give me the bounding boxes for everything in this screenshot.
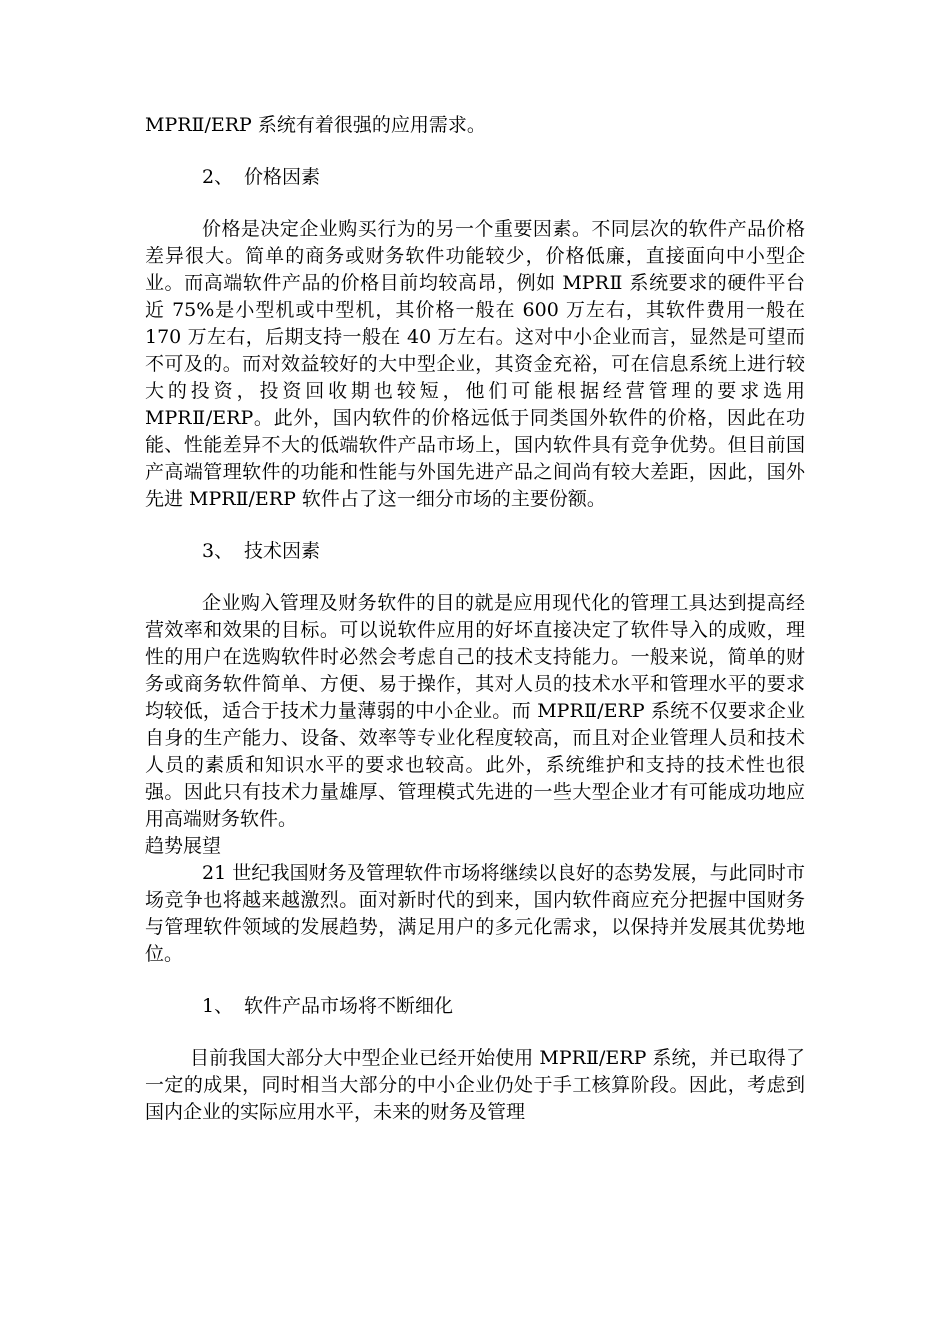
heading-title: 软件产品市场将不断细化	[244, 995, 454, 1017]
heading-price-factor	[145, 164, 805, 191]
heading-number: 1、	[202, 995, 234, 1017]
paragraph-trend: 21 世纪我国财务及管理软件市场将继续以良好的态势发展，与此同时市场竞争也将越来越激烈。面对新时代的到来，国内软件商应充分把握中国财务与管理软件领域的发展趋势，满足用户的多元化需求，以保持并发展其优势地位。	[145, 862, 805, 965]
paragraph-market: 目前我国大部分大中型企业已经开始使用 MPRⅡ/ERP 系统，并已取得了一定的成果，同时相当大部分的中小企业仍处于手工核算阶段。因此，考虑到国内企业的实际应用水平，未来的财务及管理	[145, 1047, 805, 1123]
heading-title: 价格因素	[244, 166, 321, 188]
heading-market-segmentation	[145, 993, 805, 1020]
heading-title: 技术因素	[244, 540, 321, 562]
paragraph-price: 价格是决定企业购买行为的另一个重要因素。不同层次的软件产品价格差异很大。简单的商务或财务软件功能较少，价格低廉，直接面向中小型企业。而高端软件产品的价格目前均较高昂，例如 MPRⅡ 系统要求的硬件平台近 75%是小型机或中型机，其价格一般在 600 万左右，其软件费用一般在 170 万左右，后期支持一般在 40 万左右。这对中小企业而言，显然是可望而不可及的。而对效益较好的大中型企业，其资金充裕，可在信息系统上进行较大的投资，投资回收期也较短，他们可能根据经营管理的要求选用 MPRⅡ/ERP。此外，国内软件的价格远低于同类国外软件的价格，因此在功能、性能差异不大的低端软件产品市场上，国内软件具有竞争优势。但目前国产高端管理软件的功能和性能与外国先进产品之间尚有较大差距，因此，国外先进 MPRⅡ/ERP 软件占了这一细分市场的主要份额。	[145, 218, 805, 510]
heading-number: 2、	[202, 166, 234, 188]
section-title: 趋势展望	[145, 835, 222, 857]
document-page	[145, 112, 805, 1126]
heading-number: 3、	[202, 540, 234, 562]
paragraph-intro: MPRⅡ/ERP 系统有着很强的应用需求。	[145, 114, 486, 136]
heading-tech-factor	[145, 538, 805, 565]
paragraph-tech: 企业购入管理及财务软件的目的就是应用现代化的管理工具达到提高经营效率和效果的目标。可以说软件应用的好坏直接决定了软件导入的成败，理性的用户在选购软件时必然会考虑自己的技术支持能力。一般来说，简单的财务或商务软件简单、方便、易于操作，其对人员的技术水平和管理水平的要求均较低，适合于技术力量薄弱的中小企业。而 MPRⅡ/ERP 系统不仅要求企业自身的生产能力、设备、效率等专业化程度较高，而且对企业管理人员和技术人员的素质和知识水平的要求也较高。此外，系统维护和支持的技术性也很强。因此只有技术力量雄厚、管理模式先进的一些大型企业才有可能成功地应用高端财务软件。	[145, 592, 805, 830]
